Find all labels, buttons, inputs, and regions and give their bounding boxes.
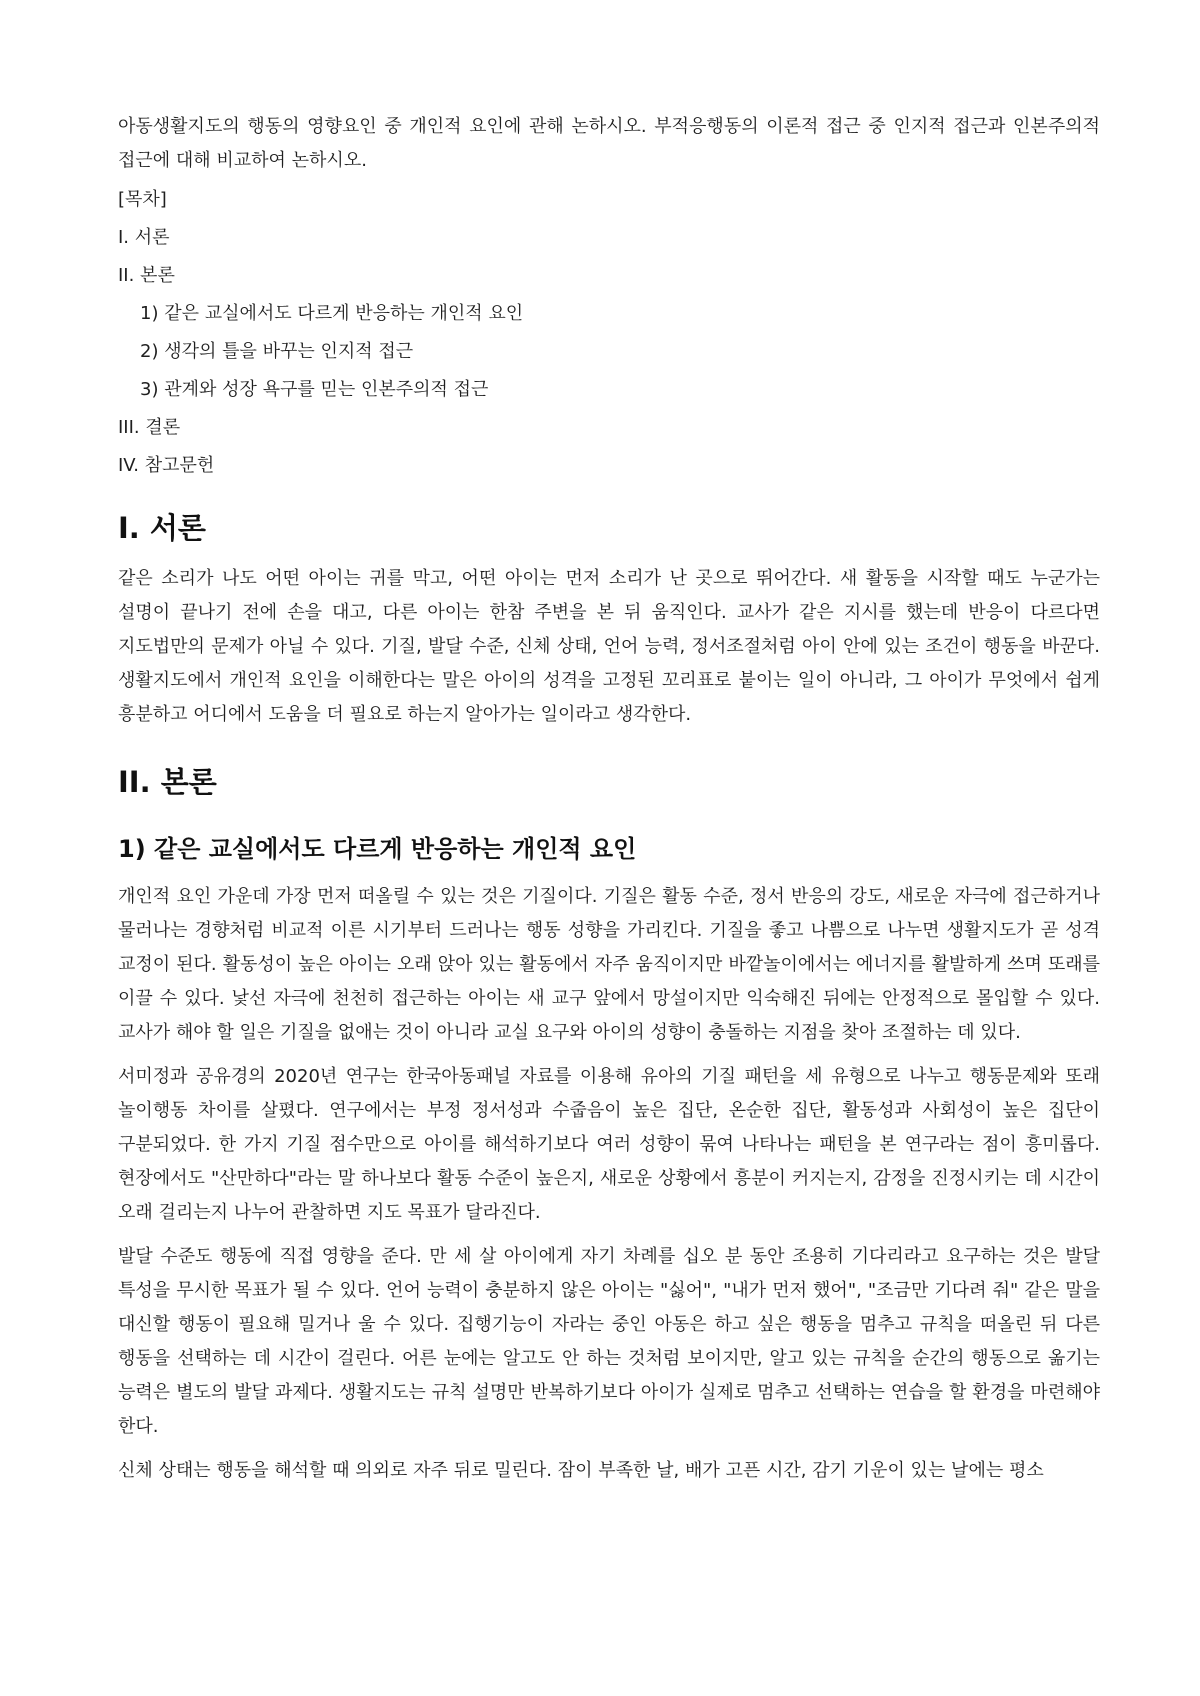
toc-item-body-1: 1) 같은 교실에서도 다르게 반응하는 개인적 요인 xyxy=(140,303,524,324)
subsection-1-paragraph: 개인적 요인 가운데 가장 먼저 떠올릴 수 있는 것은 기질이다. 기질은 활동 수준, 정서 반응의 강도, 새로운 자극에 접근하거나 물러나는 경향처럼 비교적 이른 시기부터 드러나는 행동 성향을 가리킨다. 기질을 좋고 나쁨으로 나누면 생활지도가 곧 성격 교정이 된다. 활동성이 높은 아이는 오래 앉아 있는 활동에서 자주 움직이지만 바깥놀이에서는 에너지를 활발하게 쓰며 또래를 이끌 수 있다. 낯선 자극에 천천히 접근하는 아이는 새 교구 앞에서 망설이지만 익숙해진 뒤에는 안정적으로 몰입할 수 있다. 교사가 해야 할 일은 기질을 없애는 것이 아니라 교실 요구와 아이의 성향이 충돌하는 지점을 찾아 조절하는 데 있다. xyxy=(118,886,1100,1043)
table-of-contents xyxy=(118,188,1100,478)
toc-item-body: II. 본론 xyxy=(118,265,175,286)
toc-item-references: IV. 참고문헌 xyxy=(118,455,215,476)
toc-item-conclusion: III. 결론 xyxy=(118,417,181,438)
body-heading: II. 본론 xyxy=(118,765,217,799)
subsection-1-paragraph: 신체 상태는 행동을 해석할 때 의외로 자주 뒤로 밀린다. 잠이 부족한 날, 배가 고픈 시간, 감기 기운이 있는 날에는 평소 xyxy=(118,1460,1044,1481)
subsection-1-paragraph: 서미정과 공유경의 2020년 연구는 한국아동패널 자료를 이용해 유아의 기질 패턴을 세 유형으로 나누고 행동문제와 또래 놀이행동 차이를 살폈다. 연구에서는 부정 정서성과 수줍음이 높은 집단, 온순한 집단, 활동성과 사회성이 높은 집단이 구분되었다. 한 가지 기질 점수만으로 아이를 해석하기보다 여러 성향이 묶여 나타나는 패턴을 본 연구라는 점이 흥미롭다. 현장에서도 "산만하다"라는 말 하나보다 활동 수준이 높은지, 새로운 상황에서 흥분이 커지는지, 감정을 진정시키는 데 시간이 오래 걸리는지 나누어 관찰하면 지도 목표가 달라진다. xyxy=(118,1066,1100,1223)
toc-item-intro: I. 서론 xyxy=(118,227,170,248)
assignment-question: 아동생활지도의 행동의 영향요인 중 개인적 요인에 관해 논하시오. 부적응행동의 이론적 접근 중 인지적 접근과 인본주의적 접근에 대해 비교하여 논하시오. xyxy=(118,116,1100,171)
toc-item-body-2: 2) 생각의 틀을 바꾸는 인지적 접근 xyxy=(140,341,414,362)
intro-paragraph: 같은 소리가 나도 어떤 아이는 귀를 막고, 어떤 아이는 먼저 소리가 난 곳으로 뛰어간다. 새 활동을 시작할 때도 누군가는 설명이 끝나기 전에 손을 대고, 다른 아이는 한참 주변을 본 뒤 움직인다. 교사가 같은 지시를 했는데 반응이 다르다면 지도법만의 문제가 아닐 수 있다. 기질, 발달 수준, 신체 상태, 언어 능력, 정서조절처럼 아이 안에 있는 조건이 행동을 바꾼다. 생활지도에서 개인적 요인을 이해한다는 말은 아이의 성격을 고정된 꼬리표로 붙이는 일이 아니라, 그 아이가 무엇에서 쉽게 흥분하고 어디에서 도움을 더 필요로 하는지 알아가는 일이라고 생각한다. xyxy=(118,568,1100,725)
toc-label: [목차] xyxy=(118,189,167,210)
toc-item-body-3: 3) 관계와 성장 욕구를 믿는 인본주의적 접근 xyxy=(140,379,489,400)
intro-heading: I. 서론 xyxy=(118,511,206,545)
subsection-1-paragraph: 발달 수준도 행동에 직접 영향을 준다. 만 세 살 아이에게 자기 차례를 십오 분 동안 조용히 기다리라고 요구하는 것은 발달 특성을 무시한 목표가 될 수 있다. 언어 능력이 충분하지 않은 아이는 "싫어", "내가 먼저 했어", "조금만 기다려 줘" 같은 말을 대신할 행동이 필요해 밀거나 울 수 있다. 집행기능이 자라는 중인 아동은 하고 싶은 행동을 멈추고 규칙을 떠올린 뒤 다른 행동을 선택하는 데 시간이 걸린다. 어른 눈에는 알고도 안 하는 것처럼 보이지만, 알고 있는 규칙을 순간의 행동으로 옮기는 능력은 별도의 발달 과제다. 생활지도는 규칙 설명만 반복하기보다 아이가 실제로 멈추고 선택하는 연습을 할 환경을 마련해야 한다. xyxy=(118,1246,1100,1437)
subsection-1-heading: 1) 같은 교실에서도 다르게 반응하는 개인적 요인 xyxy=(118,835,637,863)
